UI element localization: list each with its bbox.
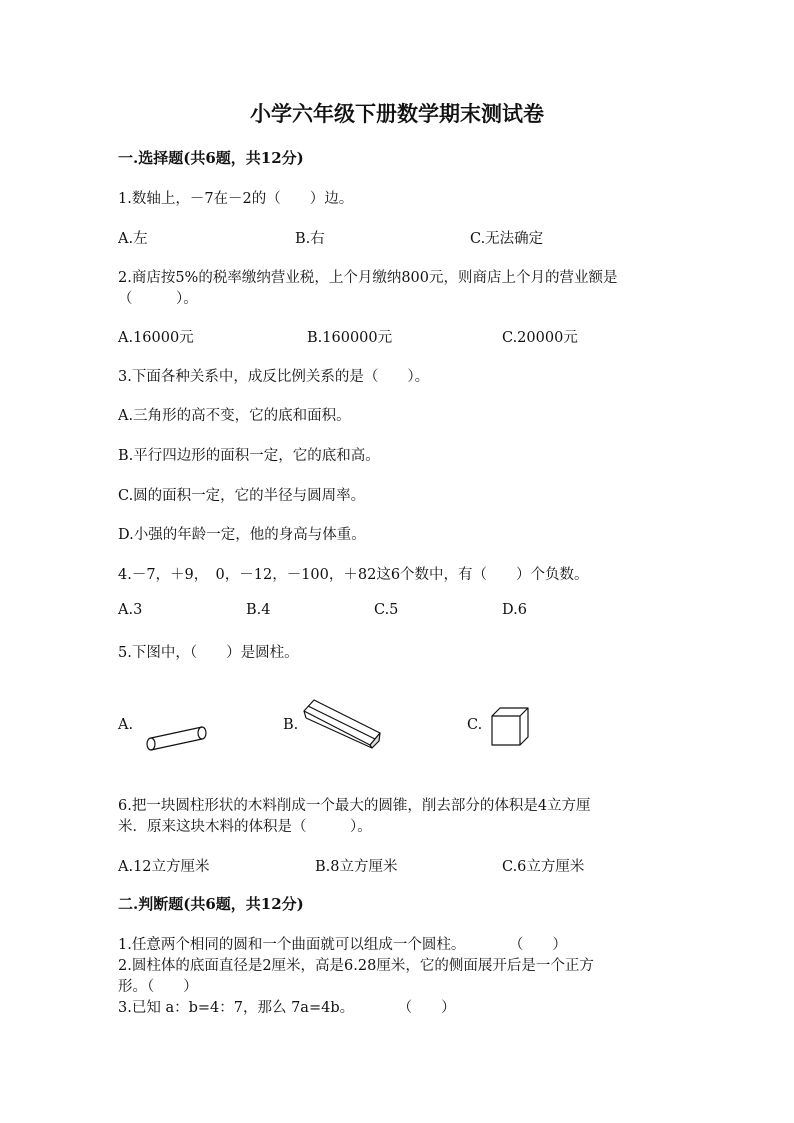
q3-option-c: C.圆的面积一定，它的半径与圆周率。: [118, 488, 366, 504]
q2-stem-line2: （ ）。: [118, 291, 198, 307]
q2-option-c: C.20000元: [502, 330, 578, 346]
page-title: 小学六年级下册数学期末测试卷: [250, 101, 544, 126]
section1-heading: 一.选择题(共6题，共12分): [118, 149, 304, 167]
judge-2-line1: 2.圆柱体的底面直径是2厘米，高是6.28厘米，它的侧面展开后是一个正方: [118, 958, 594, 974]
q3-option-d: D.小强的年龄一定，他的身高与体重。: [118, 527, 366, 543]
q6-stem-line2: 米．原来这块木料的体积是（ ）。: [118, 819, 372, 835]
section2-heading: 二.判断题(共6题，共12分): [118, 895, 304, 913]
q4-stem: 4.－7，＋9， 0，－12，－100，＋82这6个数中，有（ ）个负数。: [118, 567, 589, 583]
q5-option-a: A.: [118, 717, 134, 733]
judge-1: 1.任意两个相同的圆和一个曲面就可以组成一个圆柱。 （ ）: [118, 937, 567, 953]
q1-option-b: B.右: [295, 231, 325, 247]
q2-option-a: A.16000元: [118, 330, 194, 346]
q3-option-b: B.平行四边形的面积一定，它的底和高。: [118, 448, 380, 464]
q1-option-c: C.无法确定: [470, 231, 544, 247]
judge-2-line2: 形。（ ）: [118, 979, 198, 995]
q2-stem-line1: 2.商店按5%的税率缴纳营业税，上个月缴纳800元，则商店上个月的营业额是: [118, 270, 618, 286]
judge-3: 3.已知 a：b=4：7，那么 7a=4b。 （ ）: [118, 1000, 456, 1016]
q4-option-a: A.3: [118, 602, 143, 618]
q4-option-b: B.4: [246, 602, 271, 618]
q1-option-a: A.左: [118, 231, 148, 247]
q4-option-d: D.6: [502, 602, 527, 618]
cube-icon: [488, 704, 533, 749]
q1-stem: 1.数轴上，－7在－2的（ ）边。: [118, 191, 354, 207]
q6-option-b: B.8立方厘米: [315, 859, 398, 875]
q2-option-b: B.160000元: [307, 330, 393, 346]
cylinder-icon: [140, 720, 215, 755]
q6-option-c: C.6立方厘米: [502, 859, 585, 875]
q5-option-c: C.: [467, 717, 483, 733]
q5-stem: 5.下图中，（ ）是圆柱。: [118, 645, 299, 661]
q4-option-c: C.5: [374, 602, 399, 618]
q3-option-a: A.三角形的高不变，它的底和面积。: [118, 408, 351, 424]
q6-option-a: A.12立方厘米: [118, 859, 210, 875]
q3-stem: 3.下面各种关系中，成反比例关系的是（ ）。: [118, 369, 430, 385]
q6-stem-line1: 6.把一块圆柱形状的木料削成一个最大的圆锥，削去部分的体积是4立方厘: [118, 798, 591, 814]
q5-option-b: B.: [283, 717, 299, 733]
triangular-prism-icon: [300, 696, 385, 751]
